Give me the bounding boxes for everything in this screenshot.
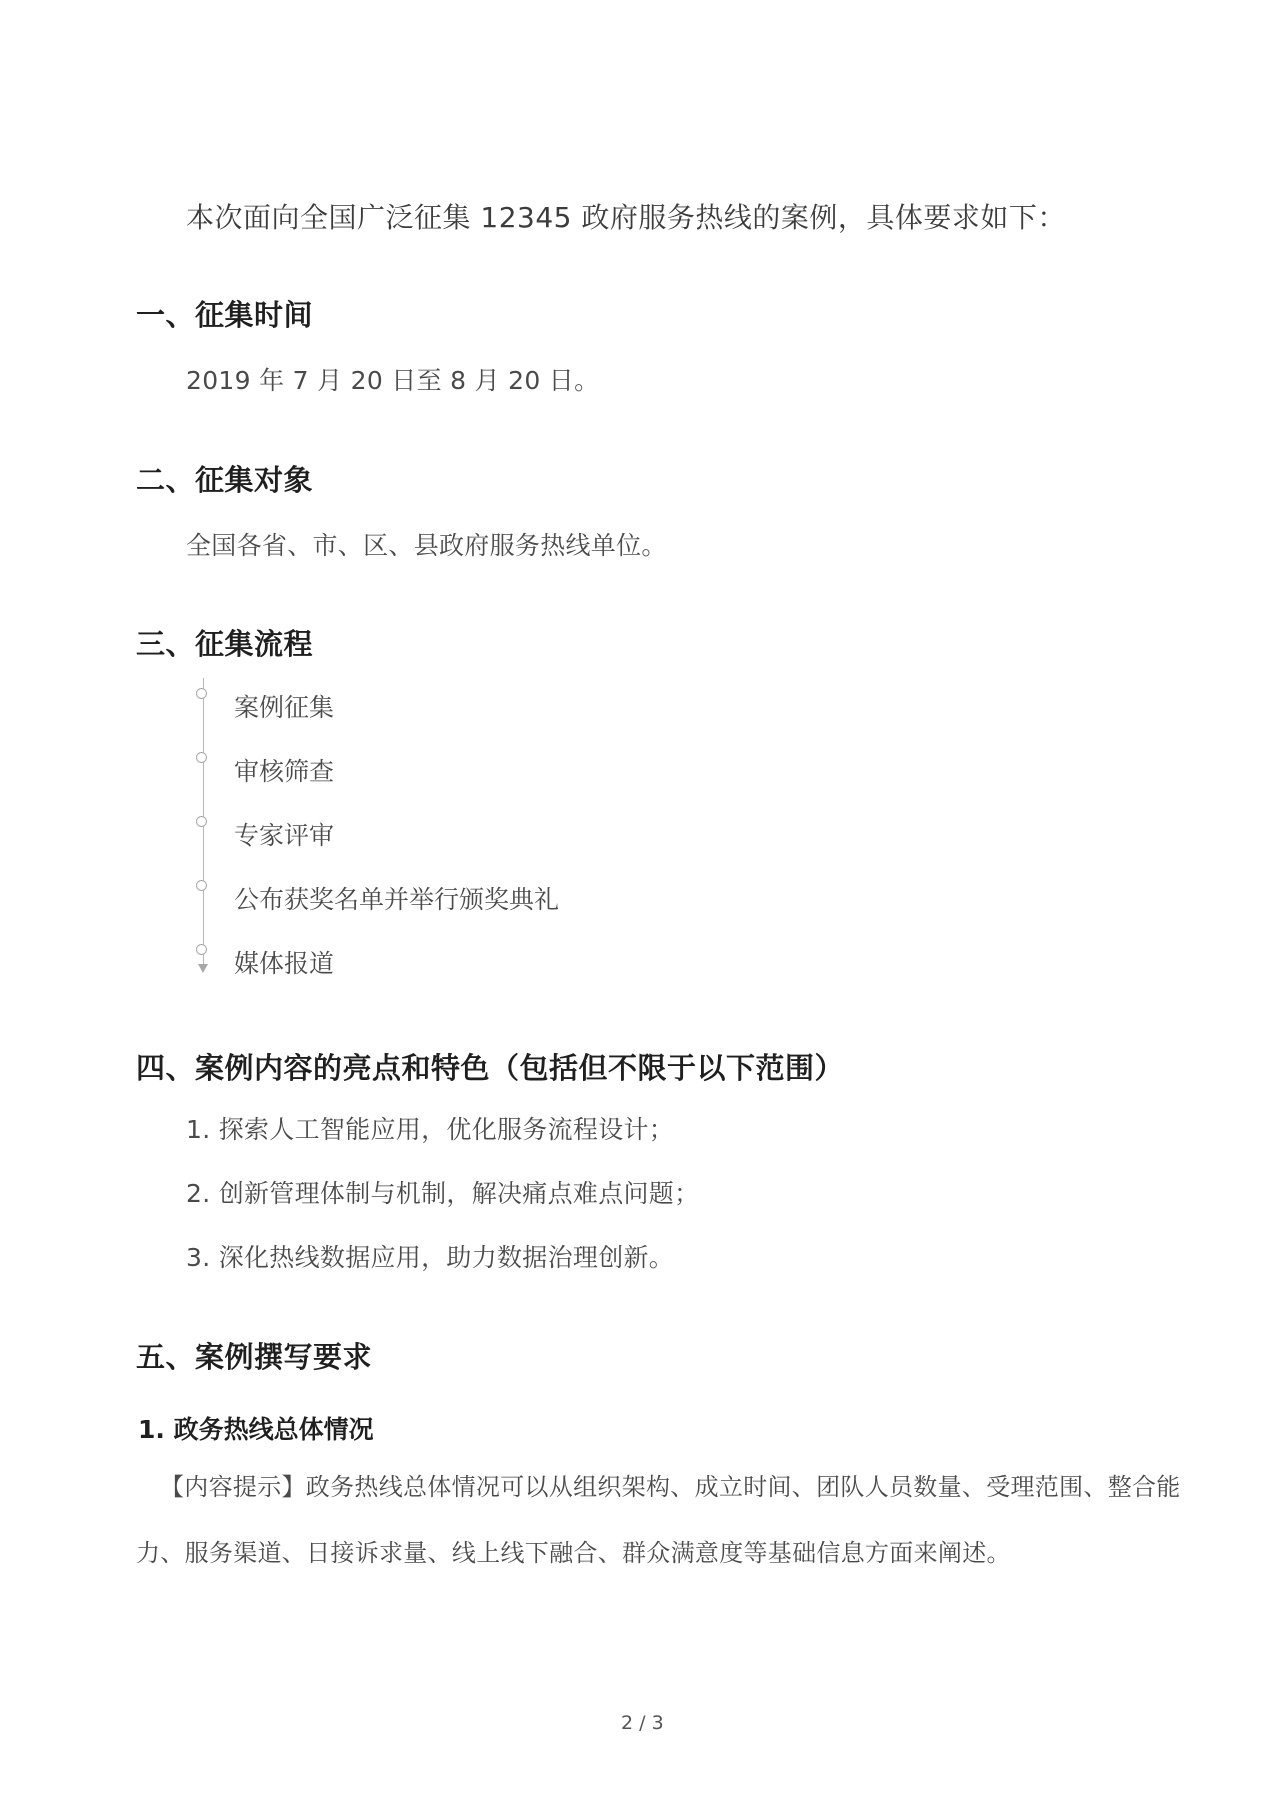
intro-paragraph: 本次面向全国广泛征集 12345 政府服务热线的案例，具体要求如下： bbox=[186, 201, 1066, 234]
content-hint-line-1: 【内容提示】政务热线总体情况可以从组织架构、成立时间、团队人员数量、受理范围、整合能 bbox=[160, 1473, 1181, 1501]
process-step: 媒体报道 bbox=[234, 949, 335, 978]
timeline-node-icon bbox=[196, 944, 207, 955]
highlight-item: 2. 创新管理体制与机制，解决痛点难点问题； bbox=[186, 1179, 700, 1208]
timeline-node-icon bbox=[196, 816, 207, 827]
timeline-node-icon bbox=[196, 688, 207, 699]
timeline-node-icon bbox=[196, 752, 207, 763]
section-heading-writing-requirements: 五、案例撰写要求 bbox=[136, 1340, 373, 1374]
collection-target-text: 全国各省、市、区、县政府服务热线单位。 bbox=[186, 531, 667, 560]
process-step: 案例征集 bbox=[234, 693, 335, 722]
process-step: 审核筛查 bbox=[234, 757, 335, 786]
arrow-down-icon bbox=[198, 964, 208, 973]
page-number: 2 / 3 bbox=[621, 1712, 664, 1734]
highlight-item: 3. 深化热线数据应用，助力数据治理创新。 bbox=[186, 1243, 675, 1272]
section-heading-collection-target: 二、征集对象 bbox=[136, 463, 314, 497]
timeline-node-icon bbox=[196, 880, 207, 891]
section-heading-collection-process: 三、征集流程 bbox=[136, 627, 314, 661]
section-heading-collection-time: 一、征集时间 bbox=[136, 298, 314, 332]
content-hint-line-2: 力、服务渠道、日接诉求量、线上线下融合、群众满意度等基础信息方面来阐述。 bbox=[136, 1539, 1011, 1567]
section-heading-highlights: 四、案例内容的亮点和特色（包括但不限于以下范围） bbox=[136, 1051, 845, 1085]
process-step: 公布获奖名单并举行颁奖典礼 bbox=[234, 885, 560, 914]
highlight-item: 1. 探索人工智能应用，优化服务流程设计； bbox=[186, 1115, 675, 1144]
process-step: 专家评审 bbox=[234, 821, 335, 850]
subsection-heading-hotline-overview: 1. 政务热线总体情况 bbox=[138, 1415, 374, 1444]
collection-time-text: 2019 年 7 月 20 日至 8 月 20 日。 bbox=[186, 366, 600, 395]
